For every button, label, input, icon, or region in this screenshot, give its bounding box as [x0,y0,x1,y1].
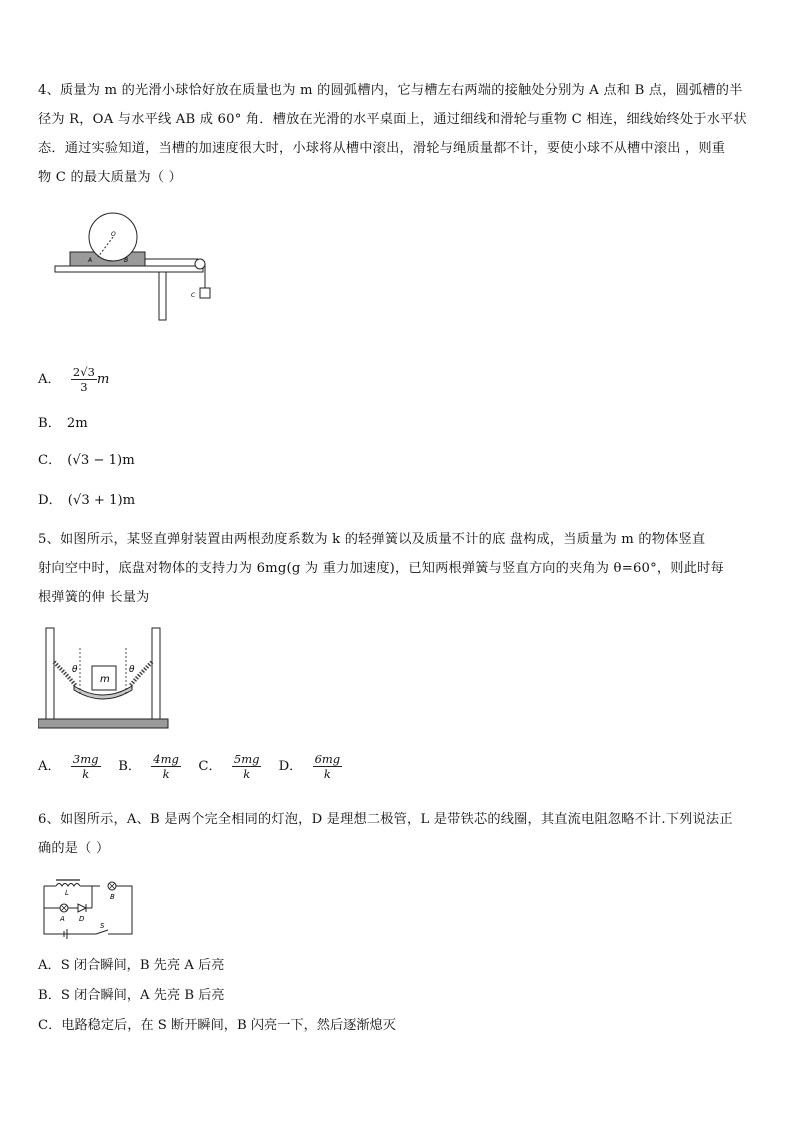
q4-label-A: A [88,257,93,264]
q6-option-c: C．电路稳定后，在 S 断开瞬间，B 闪亮一下，然后逐渐熄灭 [38,1018,396,1033]
q4-option-d: D． (√3 + 1)m [38,493,136,508]
q5-option-c: C． $\frac{5mg}{k}$ [198,752,260,781]
q4-label-O: O [111,231,116,238]
q6-label-S: S [100,922,105,930]
q6-line-2: 确的是（ ） [38,841,110,856]
q4-option-c: C． (√3 − 1)m [38,453,135,468]
q5-label-mass: m [100,674,110,685]
q6-option-a: A．S 闭合瞬间，B 先亮 A 后亮 [38,958,225,973]
q5-option-d: D． $\frac{6mg}{k}$ [278,752,341,781]
q6-circuit-figure [40,876,140,941]
q4-line-1: 4、质量为 m 的光滑小球恰好放在质量也为 m 的圆弧槽内，它与槽左右两端的接触处分别为 A 点和 B 点，圆弧槽的半 [38,83,743,98]
q4-figure [50,212,220,327]
q6-label-L: L [65,889,69,897]
q5-options [38,752,355,781]
q5-label-theta-left: θ [72,665,78,675]
q4-option-a-fraction: $\frac{2√3}{3}$ [72,365,95,394]
question-6-text [38,805,760,863]
q4-line-2: 径为 R，OA 与水平线 AB 成 60° 角．槽放在光滑的水平桌面上，通过细线和滑轮与重物 C 相连，细线始终处于水平状 [38,112,747,127]
q4-line-4: 物 C 的最大质量为（ ） [38,170,182,185]
q6-label-A: A [60,915,65,923]
q5-figure [38,624,173,734]
q5-option-b: B． $\frac{4mg}{k}$ [118,752,179,781]
q6-option-b: B．S 闭合瞬间，A 先亮 B 后亮 [38,988,225,1003]
question-5-text [38,525,760,612]
q5-label-theta-right: θ [129,665,135,675]
q6-label-D: D [79,915,85,923]
q6-label-B: B [110,893,115,901]
q5-option-a: A． $\frac{3mg}{k}$ [38,752,99,781]
q4-label-C: C [191,292,196,299]
q5-line-2: 射向空中时，底盘对物体的支持力为 6mg(g 为 重力加速度)，已知两根弹簧与竖直方向的夹角为 θ=60°，则此时每 [38,561,724,576]
q5-line-3: 根弹簧的伸 长量为 [38,590,150,605]
q4-option-a: A． $\frac{2√3}{3}$ m [38,365,110,394]
question-4-text [38,76,760,192]
q4-line-3: 态．通过实验知道，当槽的加速度很大时，小球将从槽中滚出，滑轮与绳质量都不计，要使小球不从槽中滚出 ，则重 [38,141,726,156]
q4-option-b: B． 2m [38,416,88,431]
q6-line-1: 6、如图所示，A、B 是两个完全相同的灯泡，D 是理想二极管，L 是带铁芯的线圈，其直流电阻忽略不计.下列说法正 [38,812,733,827]
q5-line-1: 5、如图所示，某竖直弹射装置由两根劲度系数为 k 的轻弹簧以及质量不计的底 盘构成，当质量为 m 的物体竖直 [38,532,706,547]
q4-label-B: B [124,257,129,264]
